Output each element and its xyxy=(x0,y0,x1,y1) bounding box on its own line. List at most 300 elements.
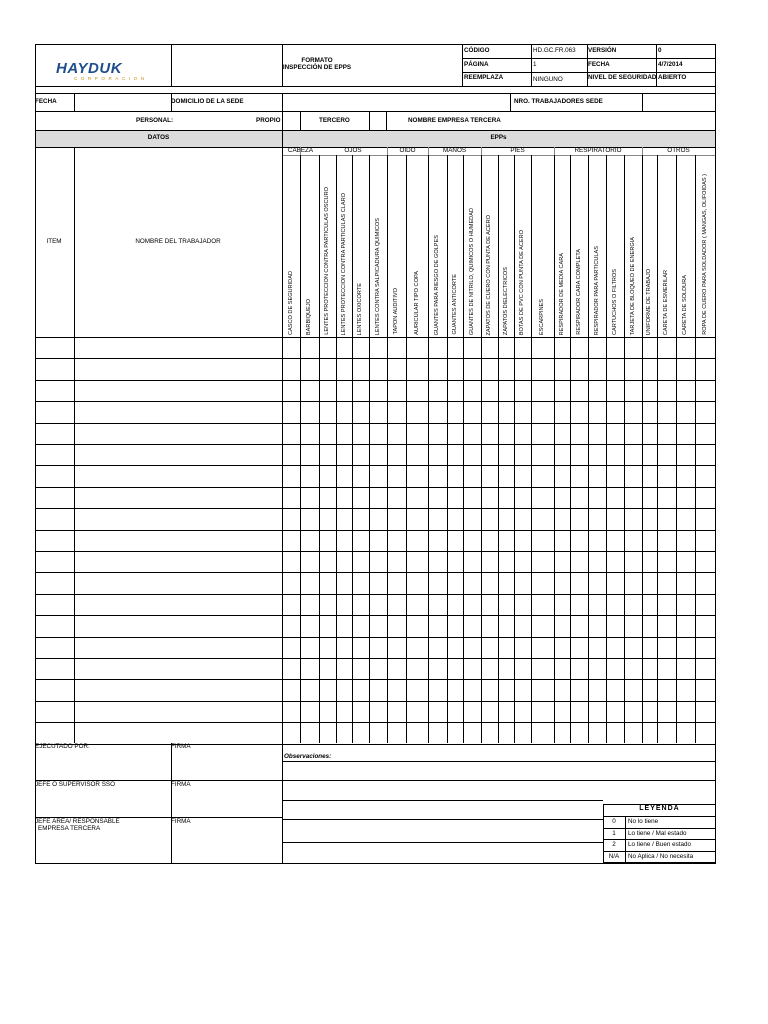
epp-check-cell[interactable] xyxy=(369,508,387,529)
epp-check-cell[interactable] xyxy=(570,637,588,658)
epp-check-cell[interactable] xyxy=(642,530,657,551)
epp-check-cell[interactable] xyxy=(588,658,606,679)
epp-check-cell[interactable] xyxy=(554,658,570,679)
epp-check-cell[interactable] xyxy=(695,508,715,529)
epp-check-cell[interactable] xyxy=(447,722,463,743)
epp-check-cell[interactable] xyxy=(531,722,554,743)
item-cell[interactable] xyxy=(35,679,74,700)
epp-check-cell[interactable] xyxy=(387,423,406,444)
epp-check-cell[interactable] xyxy=(554,637,570,658)
epp-check-cell[interactable] xyxy=(606,572,624,593)
nombre-cell[interactable] xyxy=(74,637,282,658)
epp-check-cell[interactable] xyxy=(676,722,695,743)
epp-check-cell[interactable] xyxy=(369,465,387,486)
epp-check-cell[interactable] xyxy=(319,508,336,529)
epp-check-cell[interactable] xyxy=(588,551,606,572)
nombre-cell[interactable] xyxy=(74,423,282,444)
epp-check-cell[interactable] xyxy=(447,487,463,508)
epp-check-cell[interactable] xyxy=(300,551,319,572)
epp-check-cell[interactable] xyxy=(514,530,531,551)
epp-check-cell[interactable] xyxy=(657,380,676,401)
epp-check-cell[interactable] xyxy=(387,487,406,508)
epp-check-cell[interactable] xyxy=(352,530,369,551)
epp-check-cell[interactable] xyxy=(588,444,606,465)
epp-check-cell[interactable] xyxy=(695,701,715,722)
epp-check-cell[interactable] xyxy=(514,401,531,422)
epp-check-cell[interactable] xyxy=(642,615,657,636)
epp-check-cell[interactable] xyxy=(606,637,624,658)
epp-check-cell[interactable] xyxy=(352,423,369,444)
epp-check-cell[interactable] xyxy=(606,465,624,486)
epp-check-cell[interactable] xyxy=(352,658,369,679)
epp-check-cell[interactable] xyxy=(406,679,428,700)
epp-check-cell[interactable] xyxy=(463,444,481,465)
epp-check-cell[interactable] xyxy=(369,551,387,572)
epp-check-cell[interactable] xyxy=(624,358,642,379)
epp-check-cell[interactable] xyxy=(428,658,447,679)
empresa-tercera-field[interactable] xyxy=(510,113,715,130)
epp-check-cell[interactable] xyxy=(570,508,588,529)
epp-check-cell[interactable] xyxy=(531,401,554,422)
epp-check-cell[interactable] xyxy=(336,423,352,444)
epp-check-cell[interactable] xyxy=(336,658,352,679)
epp-check-cell[interactable] xyxy=(695,401,715,422)
epp-check-cell[interactable] xyxy=(514,380,531,401)
epp-check-cell[interactable] xyxy=(463,722,481,743)
epp-check-cell[interactable] xyxy=(657,423,676,444)
epp-check-cell[interactable] xyxy=(606,594,624,615)
item-cell[interactable] xyxy=(35,701,74,722)
epp-check-cell[interactable] xyxy=(319,401,336,422)
epp-check-cell[interactable] xyxy=(531,465,554,486)
epp-check-cell[interactable] xyxy=(624,401,642,422)
epp-check-cell[interactable] xyxy=(447,572,463,593)
epp-check-cell[interactable] xyxy=(300,594,319,615)
epp-check-cell[interactable] xyxy=(447,594,463,615)
item-cell[interactable] xyxy=(35,423,74,444)
epp-check-cell[interactable] xyxy=(606,722,624,743)
epp-check-cell[interactable] xyxy=(447,358,463,379)
epp-check-cell[interactable] xyxy=(657,658,676,679)
epp-check-cell[interactable] xyxy=(369,423,387,444)
epp-check-cell[interactable] xyxy=(406,722,428,743)
domicilio-field[interactable] xyxy=(282,93,510,111)
epp-check-cell[interactable] xyxy=(463,337,481,358)
epp-check-cell[interactable] xyxy=(387,679,406,700)
epp-check-cell[interactable] xyxy=(606,401,624,422)
epp-check-cell[interactable] xyxy=(447,701,463,722)
epp-check-cell[interactable] xyxy=(300,465,319,486)
epp-check-cell[interactable] xyxy=(387,337,406,358)
epp-check-cell[interactable] xyxy=(463,401,481,422)
epp-check-cell[interactable] xyxy=(498,530,514,551)
epp-check-cell[interactable] xyxy=(387,508,406,529)
epp-check-cell[interactable] xyxy=(282,679,300,700)
epp-check-cell[interactable] xyxy=(481,572,498,593)
epp-check-cell[interactable] xyxy=(624,615,642,636)
epp-check-cell[interactable] xyxy=(657,530,676,551)
epp-check-cell[interactable] xyxy=(352,722,369,743)
epp-check-cell[interactable] xyxy=(447,380,463,401)
epp-check-cell[interactable] xyxy=(481,423,498,444)
item-cell[interactable] xyxy=(35,337,74,358)
epp-check-cell[interactable] xyxy=(481,594,498,615)
epp-check-cell[interactable] xyxy=(657,401,676,422)
epp-check-cell[interactable] xyxy=(463,701,481,722)
epp-check-cell[interactable] xyxy=(282,337,300,358)
epp-check-cell[interactable] xyxy=(406,572,428,593)
epp-check-cell[interactable] xyxy=(369,337,387,358)
epp-check-cell[interactable] xyxy=(554,337,570,358)
epp-check-cell[interactable] xyxy=(676,465,695,486)
epp-check-cell[interactable] xyxy=(300,701,319,722)
epp-check-cell[interactable] xyxy=(606,615,624,636)
epp-check-cell[interactable] xyxy=(282,508,300,529)
epp-check-cell[interactable] xyxy=(481,487,498,508)
epp-check-cell[interactable] xyxy=(570,679,588,700)
epp-check-cell[interactable] xyxy=(588,337,606,358)
epp-check-cell[interactable] xyxy=(642,380,657,401)
epp-check-cell[interactable] xyxy=(406,551,428,572)
epp-check-cell[interactable] xyxy=(695,679,715,700)
epp-check-cell[interactable] xyxy=(657,701,676,722)
epp-check-cell[interactable] xyxy=(406,701,428,722)
epp-check-cell[interactable] xyxy=(498,637,514,658)
nombre-cell[interactable] xyxy=(74,465,282,486)
epp-check-cell[interactable] xyxy=(642,551,657,572)
epp-check-cell[interactable] xyxy=(463,530,481,551)
epp-check-cell[interactable] xyxy=(387,594,406,615)
epp-check-cell[interactable] xyxy=(481,465,498,486)
epp-check-cell[interactable] xyxy=(606,530,624,551)
epp-check-cell[interactable] xyxy=(514,444,531,465)
epp-check-cell[interactable] xyxy=(642,679,657,700)
epp-check-cell[interactable] xyxy=(624,444,642,465)
item-cell[interactable] xyxy=(35,551,74,572)
epp-check-cell[interactable] xyxy=(300,615,319,636)
epp-check-cell[interactable] xyxy=(514,615,531,636)
epp-check-cell[interactable] xyxy=(624,637,642,658)
epp-check-cell[interactable] xyxy=(481,551,498,572)
epp-check-cell[interactable] xyxy=(676,444,695,465)
epp-check-cell[interactable] xyxy=(352,465,369,486)
epp-check-cell[interactable] xyxy=(463,358,481,379)
epp-check-cell[interactable] xyxy=(606,380,624,401)
epp-check-cell[interactable] xyxy=(336,530,352,551)
epp-check-cell[interactable] xyxy=(695,380,715,401)
epp-check-cell[interactable] xyxy=(319,551,336,572)
epp-check-cell[interactable] xyxy=(387,572,406,593)
epp-check-cell[interactable] xyxy=(352,380,369,401)
epp-check-cell[interactable] xyxy=(369,487,387,508)
epp-check-cell[interactable] xyxy=(498,358,514,379)
epp-check-cell[interactable] xyxy=(406,380,428,401)
epp-check-cell[interactable] xyxy=(428,508,447,529)
epp-check-cell[interactable] xyxy=(387,615,406,636)
epp-check-cell[interactable] xyxy=(463,508,481,529)
epp-check-cell[interactable] xyxy=(406,487,428,508)
epp-check-cell[interactable] xyxy=(514,487,531,508)
epp-check-cell[interactable] xyxy=(369,722,387,743)
item-cell[interactable] xyxy=(35,487,74,508)
epp-check-cell[interactable] xyxy=(282,465,300,486)
epp-check-cell[interactable] xyxy=(498,658,514,679)
epp-check-cell[interactable] xyxy=(428,722,447,743)
epp-check-cell[interactable] xyxy=(336,444,352,465)
epp-check-cell[interactable] xyxy=(406,658,428,679)
epp-check-cell[interactable] xyxy=(352,337,369,358)
nombre-cell[interactable] xyxy=(74,444,282,465)
epp-check-cell[interactable] xyxy=(642,572,657,593)
epp-check-cell[interactable] xyxy=(319,658,336,679)
epp-check-cell[interactable] xyxy=(676,615,695,636)
epp-check-cell[interactable] xyxy=(447,551,463,572)
epp-check-cell[interactable] xyxy=(624,658,642,679)
epp-check-cell[interactable] xyxy=(352,701,369,722)
epp-check-cell[interactable] xyxy=(481,337,498,358)
epp-check-cell[interactable] xyxy=(570,337,588,358)
epp-check-cell[interactable] xyxy=(657,444,676,465)
epp-check-cell[interactable] xyxy=(624,487,642,508)
epp-check-cell[interactable] xyxy=(657,637,676,658)
item-cell[interactable] xyxy=(35,508,74,529)
epp-check-cell[interactable] xyxy=(352,487,369,508)
epp-check-cell[interactable] xyxy=(336,679,352,700)
epp-check-cell[interactable] xyxy=(300,487,319,508)
epp-check-cell[interactable] xyxy=(463,465,481,486)
nombre-cell[interactable] xyxy=(74,487,282,508)
epp-check-cell[interactable] xyxy=(300,530,319,551)
epp-check-cell[interactable] xyxy=(531,380,554,401)
epp-check-cell[interactable] xyxy=(498,722,514,743)
epp-check-cell[interactable] xyxy=(428,337,447,358)
firma-ejecutado-field[interactable] xyxy=(171,751,281,779)
epp-check-cell[interactable] xyxy=(554,508,570,529)
epp-check-cell[interactable] xyxy=(336,401,352,422)
epp-check-cell[interactable] xyxy=(336,487,352,508)
epp-check-cell[interactable] xyxy=(624,701,642,722)
item-cell[interactable] xyxy=(35,401,74,422)
epp-check-cell[interactable] xyxy=(676,637,695,658)
epp-check-cell[interactable] xyxy=(300,337,319,358)
epp-check-cell[interactable] xyxy=(676,594,695,615)
epp-check-cell[interactable] xyxy=(428,358,447,379)
epp-check-cell[interactable] xyxy=(498,337,514,358)
item-cell[interactable] xyxy=(35,572,74,593)
epp-check-cell[interactable] xyxy=(481,701,498,722)
epp-check-cell[interactable] xyxy=(588,508,606,529)
epp-check-cell[interactable] xyxy=(695,530,715,551)
epp-check-cell[interactable] xyxy=(319,615,336,636)
epp-check-cell[interactable] xyxy=(387,401,406,422)
epp-check-cell[interactable] xyxy=(498,401,514,422)
epp-check-cell[interactable] xyxy=(695,572,715,593)
nombre-cell[interactable] xyxy=(74,380,282,401)
epp-check-cell[interactable] xyxy=(695,444,715,465)
epp-check-cell[interactable] xyxy=(406,637,428,658)
epp-check-cell[interactable] xyxy=(447,401,463,422)
epp-check-cell[interactable] xyxy=(695,465,715,486)
epp-check-cell[interactable] xyxy=(642,337,657,358)
epp-check-cell[interactable] xyxy=(554,358,570,379)
epp-check-cell[interactable] xyxy=(588,358,606,379)
item-cell[interactable] xyxy=(35,358,74,379)
epp-check-cell[interactable] xyxy=(352,615,369,636)
epp-check-cell[interactable] xyxy=(387,465,406,486)
epp-check-cell[interactable] xyxy=(481,722,498,743)
epp-check-cell[interactable] xyxy=(676,679,695,700)
epp-check-cell[interactable] xyxy=(387,637,406,658)
epp-check-cell[interactable] xyxy=(300,658,319,679)
epp-check-cell[interactable] xyxy=(481,401,498,422)
epp-check-cell[interactable] xyxy=(570,594,588,615)
item-cell[interactable] xyxy=(35,658,74,679)
epp-check-cell[interactable] xyxy=(514,658,531,679)
epp-check-cell[interactable] xyxy=(428,701,447,722)
epp-check-cell[interactable] xyxy=(624,722,642,743)
epp-check-cell[interactable] xyxy=(447,615,463,636)
epp-check-cell[interactable] xyxy=(319,487,336,508)
epp-check-cell[interactable] xyxy=(588,401,606,422)
epp-check-cell[interactable] xyxy=(606,679,624,700)
epp-check-cell[interactable] xyxy=(624,551,642,572)
epp-check-cell[interactable] xyxy=(695,615,715,636)
epp-check-cell[interactable] xyxy=(570,444,588,465)
epp-check-cell[interactable] xyxy=(336,465,352,486)
epp-check-cell[interactable] xyxy=(463,594,481,615)
epp-check-cell[interactable] xyxy=(300,423,319,444)
epp-check-cell[interactable] xyxy=(352,358,369,379)
epp-check-cell[interactable] xyxy=(606,444,624,465)
epp-check-cell[interactable] xyxy=(642,358,657,379)
epp-check-cell[interactable] xyxy=(463,423,481,444)
epp-check-cell[interactable] xyxy=(570,572,588,593)
epp-check-cell[interactable] xyxy=(387,530,406,551)
epp-check-cell[interactable] xyxy=(336,722,352,743)
epp-check-cell[interactable] xyxy=(300,679,319,700)
epp-check-cell[interactable] xyxy=(406,444,428,465)
epp-check-cell[interactable] xyxy=(554,701,570,722)
epp-check-cell[interactable] xyxy=(554,572,570,593)
epp-check-cell[interactable] xyxy=(498,679,514,700)
epp-check-cell[interactable] xyxy=(481,658,498,679)
epp-check-cell[interactable] xyxy=(447,423,463,444)
epp-check-cell[interactable] xyxy=(282,551,300,572)
epp-check-cell[interactable] xyxy=(606,658,624,679)
epp-check-cell[interactable] xyxy=(676,508,695,529)
epp-check-cell[interactable] xyxy=(657,508,676,529)
epp-check-cell[interactable] xyxy=(514,551,531,572)
epp-check-cell[interactable] xyxy=(406,594,428,615)
epp-check-cell[interactable] xyxy=(514,337,531,358)
epp-check-cell[interactable] xyxy=(570,380,588,401)
epp-check-cell[interactable] xyxy=(554,423,570,444)
epp-check-cell[interactable] xyxy=(282,487,300,508)
epp-check-cell[interactable] xyxy=(531,551,554,572)
epp-check-cell[interactable] xyxy=(531,358,554,379)
nombre-cell[interactable] xyxy=(74,658,282,679)
epp-check-cell[interactable] xyxy=(406,401,428,422)
epp-check-cell[interactable] xyxy=(463,572,481,593)
epp-check-cell[interactable] xyxy=(447,679,463,700)
epp-check-cell[interactable] xyxy=(336,508,352,529)
epp-check-cell[interactable] xyxy=(642,594,657,615)
epp-check-cell[interactable] xyxy=(642,465,657,486)
epp-check-cell[interactable] xyxy=(336,380,352,401)
epp-check-cell[interactable] xyxy=(481,358,498,379)
epp-check-cell[interactable] xyxy=(498,508,514,529)
epp-check-cell[interactable] xyxy=(319,572,336,593)
epp-check-cell[interactable] xyxy=(352,508,369,529)
epp-check-cell[interactable] xyxy=(570,487,588,508)
epp-check-cell[interactable] xyxy=(588,679,606,700)
epp-check-cell[interactable] xyxy=(319,722,336,743)
epp-check-cell[interactable] xyxy=(352,594,369,615)
epp-check-cell[interactable] xyxy=(428,401,447,422)
epp-check-cell[interactable] xyxy=(369,530,387,551)
epp-check-cell[interactable] xyxy=(387,701,406,722)
epp-check-cell[interactable] xyxy=(352,572,369,593)
epp-check-cell[interactable] xyxy=(657,358,676,379)
epp-check-cell[interactable] xyxy=(588,465,606,486)
epp-check-cell[interactable] xyxy=(657,722,676,743)
epp-check-cell[interactable] xyxy=(624,572,642,593)
epp-check-cell[interactable] xyxy=(428,423,447,444)
epp-check-cell[interactable] xyxy=(642,658,657,679)
propio-checkbox[interactable] xyxy=(282,113,300,130)
nombre-cell[interactable] xyxy=(74,530,282,551)
epp-check-cell[interactable] xyxy=(336,337,352,358)
epp-check-cell[interactable] xyxy=(624,530,642,551)
epp-check-cell[interactable] xyxy=(531,423,554,444)
epp-check-cell[interactable] xyxy=(606,487,624,508)
epp-check-cell[interactable] xyxy=(531,594,554,615)
epp-check-cell[interactable] xyxy=(695,637,715,658)
epp-check-cell[interactable] xyxy=(554,722,570,743)
epp-check-cell[interactable] xyxy=(352,679,369,700)
epp-check-cell[interactable] xyxy=(481,530,498,551)
epp-check-cell[interactable] xyxy=(554,487,570,508)
epp-check-cell[interactable] xyxy=(514,508,531,529)
epp-check-cell[interactable] xyxy=(369,401,387,422)
epp-check-cell[interactable] xyxy=(498,572,514,593)
epp-check-cell[interactable] xyxy=(570,615,588,636)
epp-check-cell[interactable] xyxy=(282,722,300,743)
epp-check-cell[interactable] xyxy=(428,679,447,700)
epp-check-cell[interactable] xyxy=(352,637,369,658)
epp-check-cell[interactable] xyxy=(498,701,514,722)
nro-trabajadores-field[interactable] xyxy=(642,93,715,111)
epp-check-cell[interactable] xyxy=(606,358,624,379)
epp-check-cell[interactable] xyxy=(676,337,695,358)
epp-check-cell[interactable] xyxy=(624,380,642,401)
epp-check-cell[interactable] xyxy=(676,530,695,551)
epp-check-cell[interactable] xyxy=(463,658,481,679)
epp-check-cell[interactable] xyxy=(406,358,428,379)
item-cell[interactable] xyxy=(35,594,74,615)
epp-check-cell[interactable] xyxy=(554,679,570,700)
epp-check-cell[interactable] xyxy=(554,594,570,615)
epp-check-cell[interactable] xyxy=(695,487,715,508)
epp-check-cell[interactable] xyxy=(570,658,588,679)
epp-check-cell[interactable] xyxy=(300,444,319,465)
item-cell[interactable] xyxy=(35,380,74,401)
epp-check-cell[interactable] xyxy=(336,551,352,572)
epp-check-cell[interactable] xyxy=(282,358,300,379)
epp-check-cell[interactable] xyxy=(554,465,570,486)
epp-check-cell[interactable] xyxy=(531,701,554,722)
epp-check-cell[interactable] xyxy=(642,637,657,658)
